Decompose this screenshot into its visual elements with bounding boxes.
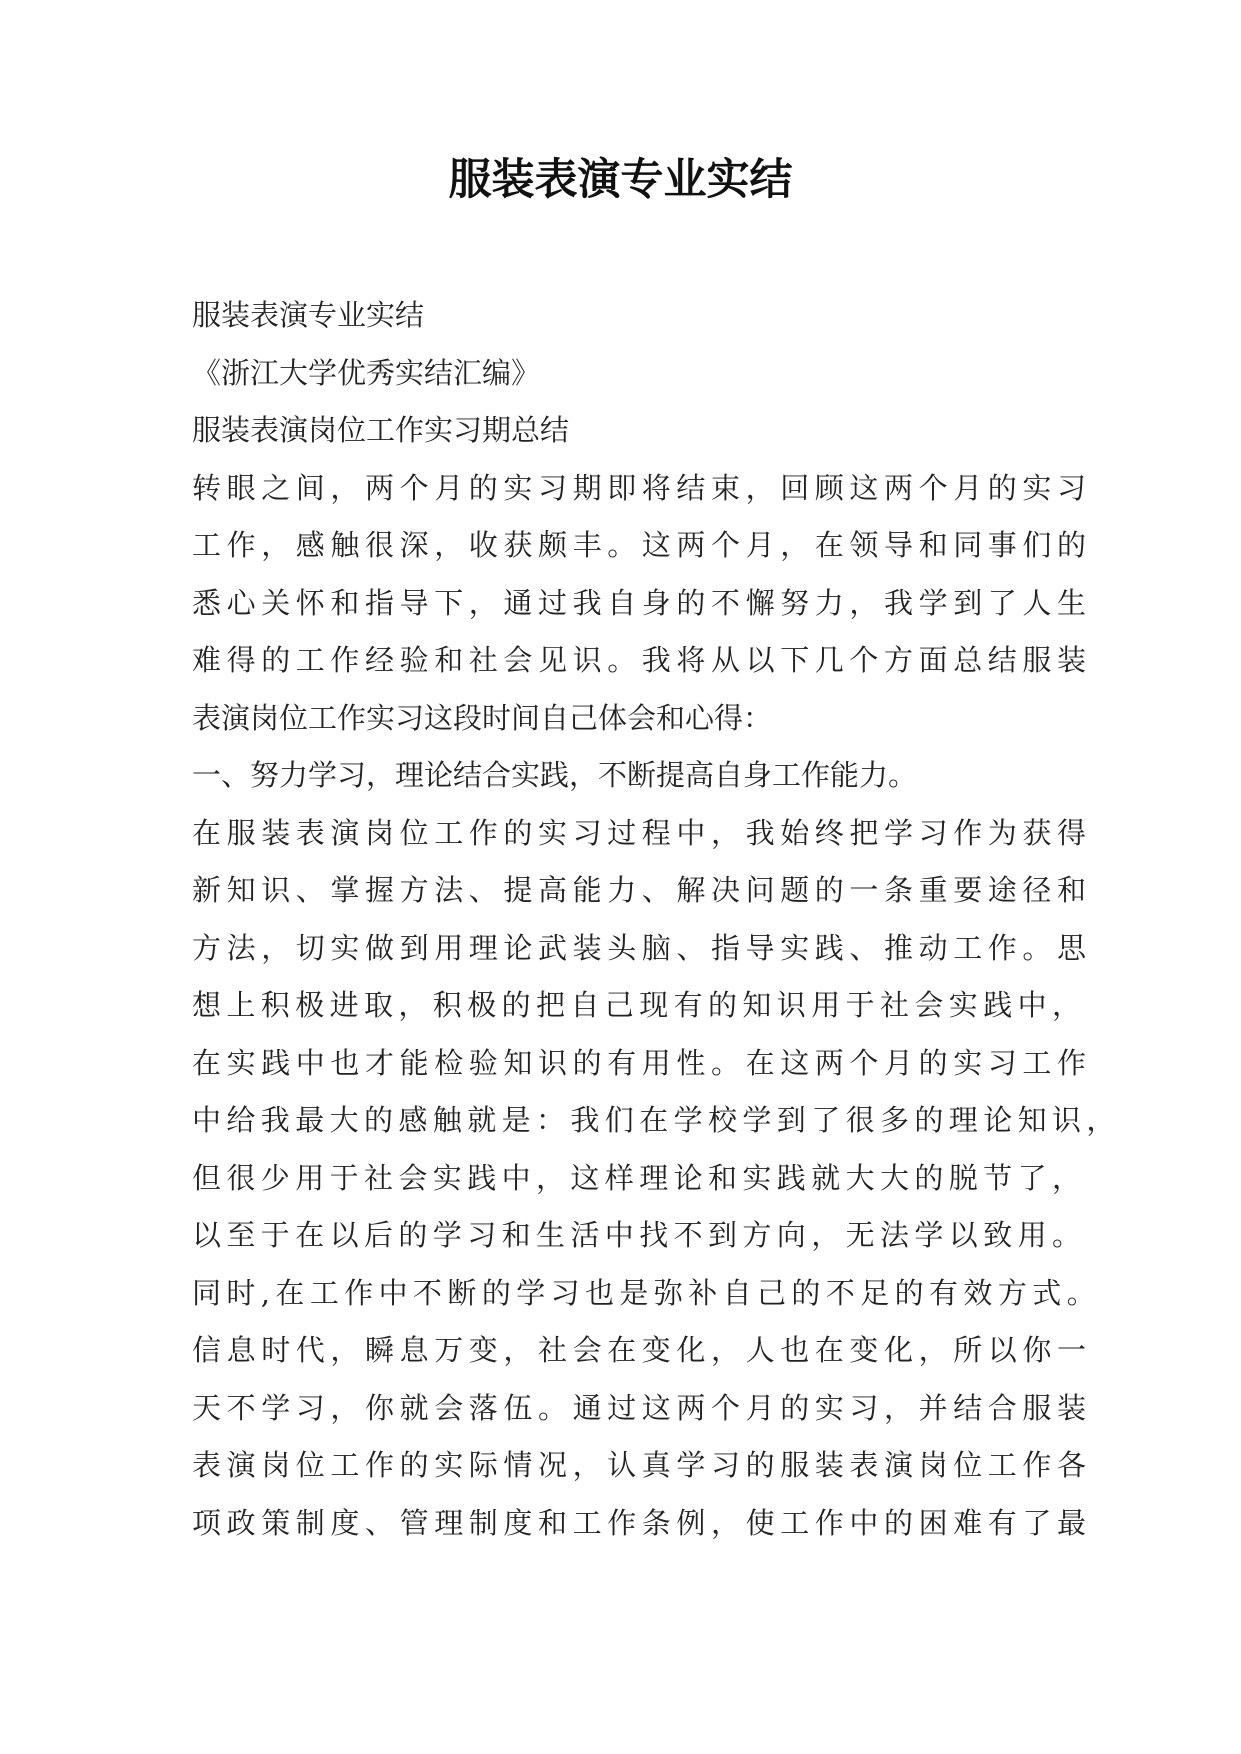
- body-line: 但很少用于社会实践中，这样理论和实践就大大的脱节了，: [192, 1160, 1087, 1195]
- body-line: 方法，切实做到用理论武装头脑、指导实践、推动工作。思: [192, 930, 1092, 965]
- body-line: 项政策制度、管理制度和工作条例，使工作中的困难有了最: [192, 1505, 1092, 1540]
- body-line: 天不学习，你就会落伍。通过这两个月的实习，并结合服装: [192, 1390, 1092, 1425]
- body-line: 服装表演岗位工作实习期总结: [192, 413, 570, 447]
- body-line: 同时,在工作中不断的学习也是弥补自己的不足的有效方式。: [192, 1275, 1102, 1310]
- body-line: 一、努力学习，理论结合实践，不断提高自身工作能力。: [192, 758, 918, 792]
- body-line: 转眼之间，两个月的实习期即将结束，回顾这两个月的实习: [192, 470, 1092, 505]
- body-line: 表演岗位工作实习这段时间自己体会和心得：: [192, 700, 773, 735]
- body-line: 中给我最大的感触就是：我们在学校学到了很多的理论知识，: [192, 1103, 1121, 1137]
- body-line: 以至于在以后的学习和生活中找不到方向，无法学以致用。: [192, 1218, 1087, 1252]
- body-line: 表演岗位工作的实际情况，认真学习的服装表演岗位工作各: [192, 1448, 1092, 1482]
- document-title: 服装表演专业实结: [448, 155, 793, 205]
- body-line: 信息时代，瞬息万变，社会在变化，人也在变化，所以你一: [192, 1333, 1092, 1367]
- body-line: 新知识、掌握方法、提高能力、解决问题的一条重要途径和: [192, 873, 1092, 907]
- body-line: 在服装表演岗位工作的实习过程中，我始终把学习作为获得: [192, 815, 1092, 850]
- body-line: 想上积极进取，积极的把自己现有的知识用于社会实践中，: [192, 988, 1087, 1022]
- body-line: 悉心关怀和指导下，通过我自身的不懈努力，我学到了人生: [192, 585, 1092, 620]
- body-line: 在实践中也才能检验知识的有用性。在这两个月的实习工作: [192, 1045, 1092, 1080]
- body-line: 难得的工作经验和社会见识。我将从以下几个方面总结服装: [192, 643, 1092, 677]
- body-line: 工作，感触很深，收获颇丰。这两个月，在领导和同事们的: [192, 528, 1092, 562]
- body-line: 《浙江大学优秀实结汇编》: [192, 355, 541, 390]
- body-line: 服装表演专业实结: [192, 298, 425, 332]
- document-body: [192, 287, 1121, 1552]
